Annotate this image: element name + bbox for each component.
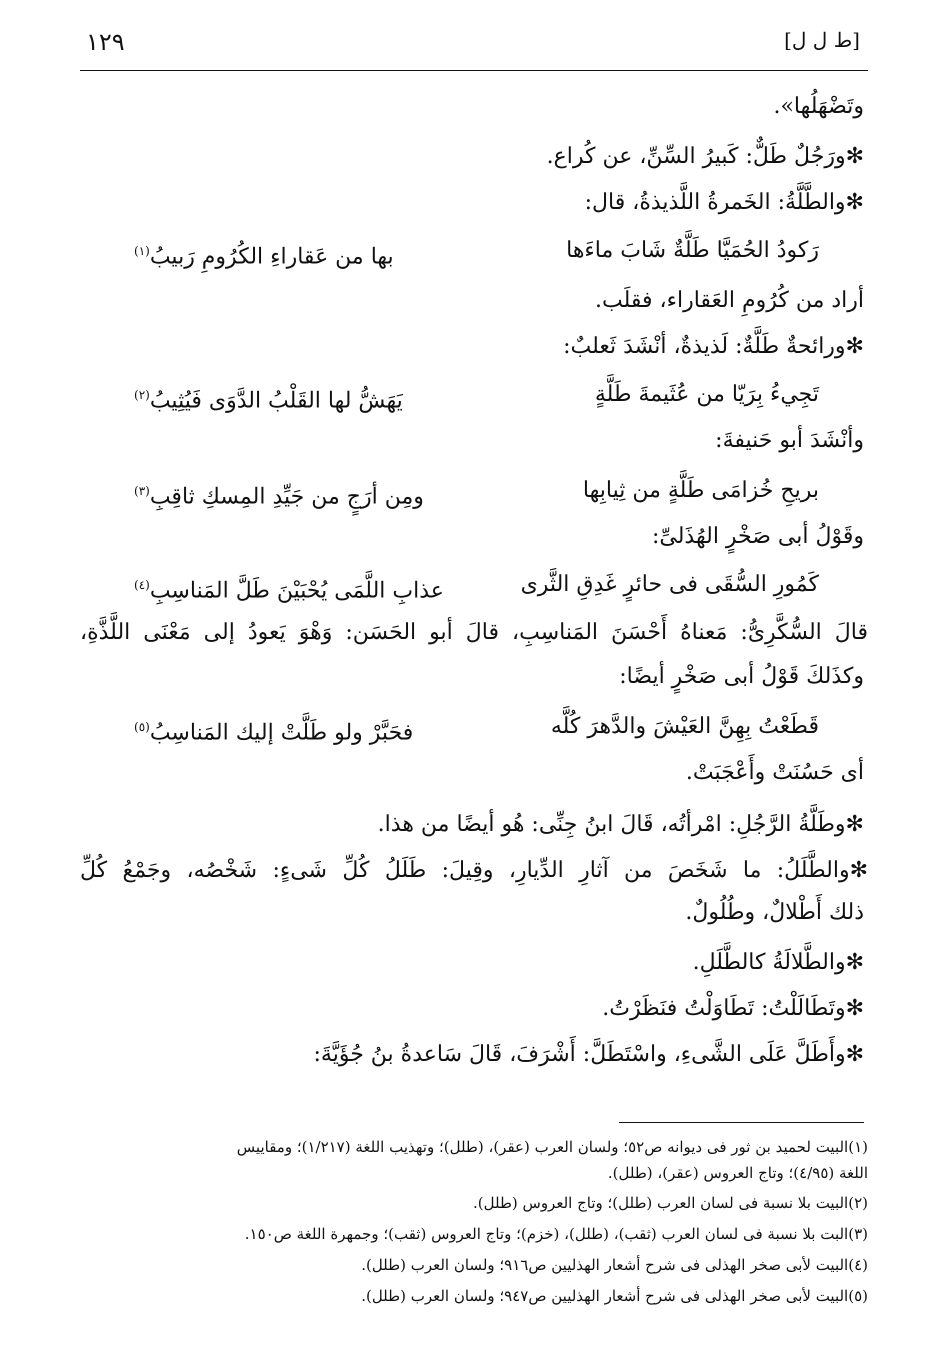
verse-3-second-text: ومِن أرَجٍ من جَيِّدِ المِسكِ ثاقِبِ (149, 484, 424, 510)
verse-2-second-text: يَهَشُّ لها القَلْبُ الدَّوَى فَيُثِيبُ (149, 388, 403, 414)
footnote-ref-1: (١) (134, 244, 150, 258)
footnote-line: (١)البيت لحميد بن ثور فى ديوانه ص٥٢؛ ولسان العرب (عقر)، (طلل)؛ وتهذيب اللغة (١/٢١٧)؛ ومقاييس (236, 1138, 868, 1156)
footnote-rule (619, 1122, 864, 1123)
entry-line: ✻والطَّلَّةُ: الخَمرةُ اللَّذيذةُ، قال: (584, 190, 864, 215)
entry-line: ✻والطَّلالَةُ كالطَّلَلِ. (692, 950, 864, 975)
entry-line: ✻وأَطَلَّ عَلَى الشَّىءِ، واسْتَطَلَّ: أَشْرَفَ، قَالَ سَاعدةُ بنُ جُؤَيَّةَ: (313, 1042, 864, 1067)
verse-2-second-hemistich (134, 380, 464, 416)
entry-line: ✻وطَلَّةُ الرَّجُلِ: امْرأتُه، قَالَ ابنُ جِنِّى: هُو أيضًا من هذا. (377, 812, 864, 837)
text-line: وكذَلكَ قَوْلُ أبى صَخْرٍ أيضًا: (619, 664, 864, 689)
verse-4-first-hemistich: كَمُورِ السُّقَى فى حائرٍ غَدِقِ الثَّرى (520, 572, 819, 597)
verse-4-second-hemistich (134, 570, 464, 606)
verse-4-second-text: عذابِ اللَّمَى يُحْبَيْنَ طَلَّ المَناسِبِ (149, 578, 444, 604)
verse-2-first-hemistich: تَجِيءُ بِرَيّا من عُثَيمةَ طَلَّةٍ (594, 382, 819, 407)
footnote-line: (٥)البيت لأبى صخر الهذلى فى شرح أشعار الهذليين ص٩٤٧؛ ولسان العرب (طلل). (361, 1287, 868, 1305)
entry-line: ✻ورائحةٌ طَلَّةٌ: لَذيذةٌ، أنْشَدَ ثَعلبٌ: (563, 334, 864, 359)
footnote-line: (٤)البيت لأبى صخر الهذلى فى شرح أشعار الهذليين ص٩١٦؛ ولسان العرب (طلل). (361, 1256, 868, 1274)
verse-5-second-hemistich (134, 712, 464, 748)
text-line: وقَوْلُ أبى صَخْرٍ الهُذَلىِّ: (651, 524, 864, 549)
verse-3-second-hemistich (134, 476, 464, 512)
header-rule (80, 70, 868, 71)
footnote-ref-4: (٤) (134, 578, 150, 592)
footnote-line: (٣)البت بلا نسبة فى لسان العرب (ثقب)، (طلل)، (خزم)؛ وتاج العروس (ثقب)؛ وجمهرة اللغة ص١٥٠. (244, 1225, 868, 1243)
verse-1-second-text: بها من عَقاراءِ الكُرُومِ رَبيبُ (149, 244, 394, 270)
entry-line: ✻والطَّلَلُ: ما شَخَصَ من آثارِ الدِّيارِ، وقِيلَ: طَلَلُ كُلِّ شَىءٍ: شَخْصُه، وجَمْعُ كُلِّ (80, 858, 868, 883)
footnote-line: (٢)البيت بلا نسبة فى لسان العرب (طلل)؛ وتاج العروس (طلل). (473, 1194, 868, 1212)
footnote-ref-2: (٢) (134, 388, 150, 402)
page-number: ١٢٩ (86, 28, 125, 56)
footnote-ref-3: (٣) (134, 484, 150, 498)
text-line: وأنْشَدَ أبو حَنيفةَ: (715, 428, 864, 453)
running-head-root: [ط ل ل] (784, 28, 860, 52)
footnote-ref-5: (٥) (134, 720, 150, 734)
verse-1-second-hemistich (134, 236, 464, 272)
entry-line: ✻ورَجُلٌ طَلٌّ: كَبيرُ السِّنِّ، عن كُراع. (546, 144, 864, 169)
footnote-line: اللغة (٤/٩٥)؛ وتاج العروس (عقر)، (طلل). (607, 1164, 868, 1182)
verse-5-first-hemistich: قَطَعْتُ بِهِنَّ العَيْشَ والدَّهرَ كُلَّه (550, 714, 819, 739)
verse-1-first-hemistich: رَكودُ الحُمَيَّا طَلَّةٌ شَابَ ماءَها (566, 238, 819, 263)
text-line: قالَ السُّكَّرِىُّ: مَعناهُ أَحْسَنَ المَناسِبِ، قالَ أبو الحَسَن: وَهْوَ يَعودُ إلى مَعْنَى اللَّذَّةِ، (80, 620, 868, 645)
text-line: وتَضْهَلُها». (773, 94, 864, 119)
text-line: أراد من كُرُومِ العَقاراء، فقلَب. (595, 288, 864, 313)
text-line: أى حَسُنَتْ وأَعْجَبَتْ. (685, 760, 864, 785)
text-line: ذلك أَطْلالٌ، وطُلُولٌ. (685, 900, 864, 925)
verse-3-first-hemistich: بريحِ خُزامَى طَلَّةٍ من ثِيابِها (582, 478, 819, 503)
verse-5-second-text: فحَبَّرْ ولو طَلَّتْ إليك المَناسِبُ (149, 720, 414, 746)
entry-line: ✻وتَطَالَلْتُ: تَطَاوَلْتُ فنَظَرْتُ. (602, 996, 864, 1021)
